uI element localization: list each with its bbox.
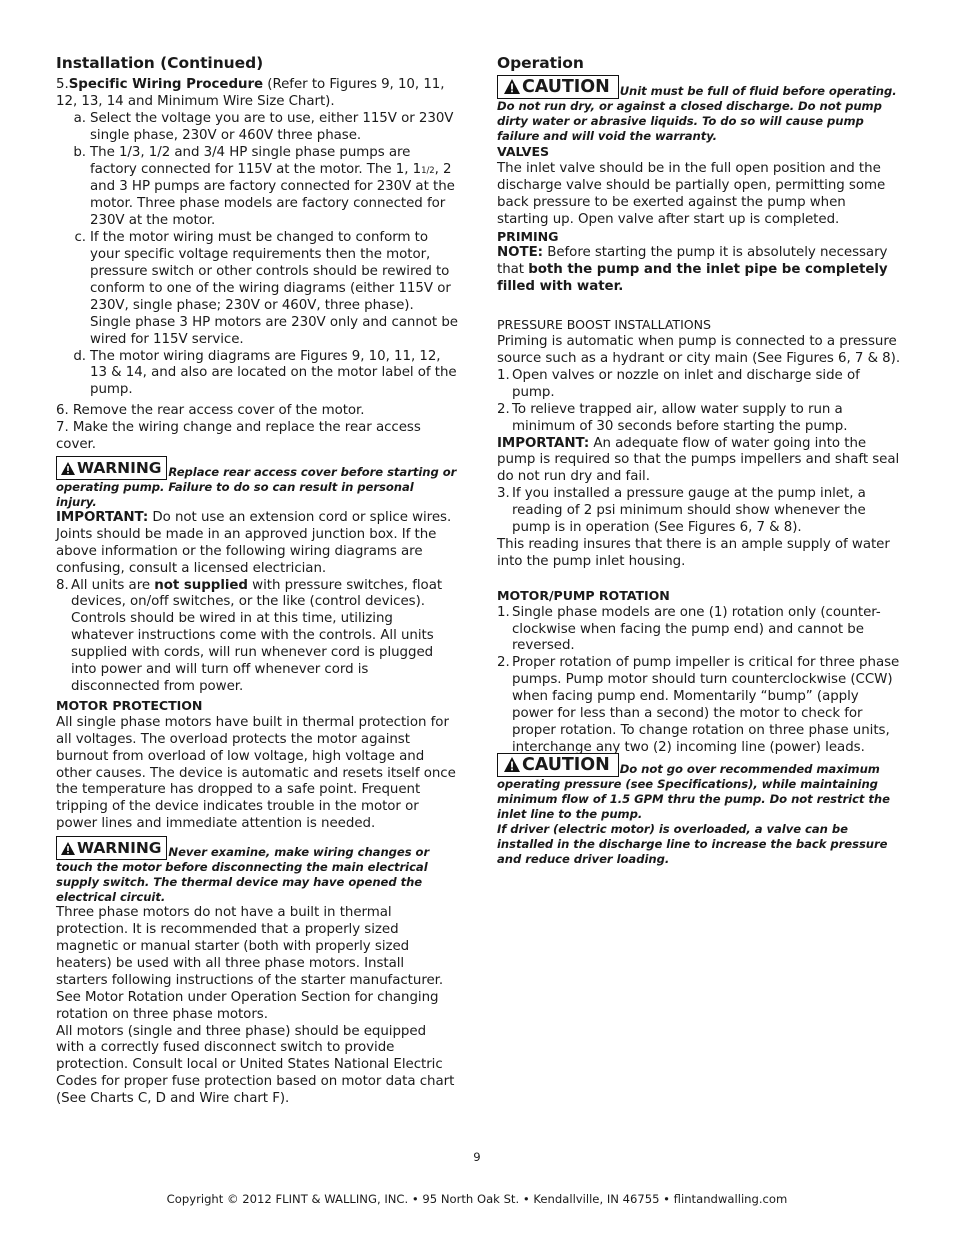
list-item: b. The 1/3, 1/2 and 3/4 HP single phase pumps are factory connected for 115V at the motor. The 1, 11/2, 2 and 3 HP pumps are factory connected for 230V at the motor. Three phase models are factory connected for 230V at the motor. [73,144,455,229]
copyright-line: Copyright © 2012 FLINT & WALLING, INC. • 95 North Oak St. • Kendallville, IN 46755 • flintandwalling.com [166,1192,788,1206]
motor-protection-heading: MOTOR PROTECTION [56,697,203,713]
warning-notice-2: WARNING Never examine, make wiring changes or touch the motor before disconnecting the main electrical supply switch. The thermal device may have opened the electrical circuit. [56,836,458,905]
spacer [497,296,901,317]
warning-triangle-icon [504,79,520,94]
three-phase-text: Three phase motors do not have a built in thermal protection. It is recommended that a properly sized magnetic or manual starter (both with properly sized heaters) be used with all three phase motors. Install starters following instructions of the starter manufacturer. See Motor Rotation under Operation Section for changing rotation on three phase motors. [56,905,444,1022]
caution-notice-2: CAUTION Do not go over recommended maximum operating pressure (see Specifications), while maintaining minimum flow of 1.5 GPM thru the pump. Do not restrict the inlet line to the pump. If driver (electric motor) is overloaded, a valve can be installed in the discharge line to increase the back pressure and reduce driver loading. [497,753,901,867]
priming-note: NOTE: Before starting the pump it is absolutely necessary that both the pump and the inlet pipe be completely filled with water. [497,245,888,295]
step-6: 6. Remove the rear access cover of the motor. [56,403,365,419]
list-item: 1. Open valves or nozzle on inlet and discharge side of pump. [497,367,860,400]
motor-protection-text: All single phase motors have built in thermal protection for all voltages. The overload protects the motor against burnout from overload of low voltage, high voltage and other causes. The device is automatic and resets itself once the temperature has dropped to a safe point. Frequent tripping of the device indicates trouble in the motor or power lines and immediate attention is needed. [56,714,456,832]
priming-heading: PRIMING [497,228,559,244]
pressure-boost-intro: Priming is automatic when pump is connected to a pressure source such as a hydrant or city main (See Figures 6, 7 & 8). [497,334,901,366]
list-item: a. Select the voltage you are to use, either 115V or 230V single phase, 230V or 460V three phase. [73,110,454,143]
list-item: d. The motor wiring diagrams are Figures 9, 10, 11, 12, 13 & 14, and also are located on the motor label of the pump. [73,348,457,398]
fraction: 1/2 [421,165,435,176]
list-item: 2. Proper rotation of pump impeller is critical for three phase pumps. Pump motor should turn counterclockwise (CCW) when facing pump end. Momentarily “bump” (apply power for less than a second) the motor to check for proper rotation. To change rotation on three phase units, interchange any two (2) incoming line (power) leads. [497,655,900,755]
warning-notice-1: WARNING Replace rear access cover before starting or operating pump. Failure to do so can result in personal injury. [56,456,458,510]
pressure-boost-heading: PRESSURE BOOST INSTALLATIONS [497,317,711,333]
valves-heading: VALVES [497,144,550,159]
warning-sign: WARNING [56,456,167,480]
step-8: 8. All units are not supplied with pressure switches, float devices, on/off switches, or the like (control devices). Controls should be wired in at this time, utilizing whatever instructions come with the controls. All units supplied with cords, will run whenever cord is plugged into power and will turn off whenever cord is disconnected from power. [56,577,443,694]
step-7: 7. Make the wiring change and replace the rear access cover. [56,420,421,453]
all-motors-text: All motors (single and three phase) should be equipped with a correctly fused disconnect switch to provide protection. Consult local or United States National Electric Codes for proper fuse protection based on motor data chart (See Charts C, D and Wire chart F). [56,1023,455,1107]
rotation-heading: MOTOR/PUMP ROTATION [497,587,670,603]
list-item: 3. If you installed a pressure gauge at the pump inlet, a reading of 2 psi minimum should show whenever the pump is in operation (See Figures 6, 7 & 8). [497,486,866,536]
warning-triangle-icon [61,842,75,855]
caution-sign: CAUTION [497,753,619,777]
warning-sign: WARNING [56,836,167,860]
warning-triangle-icon [61,462,75,475]
section-heading-operation: Operation [497,54,584,72]
warning-triangle-icon [504,757,520,772]
list-item: 2. To relieve trapped air, allow water supply to run a minimum of 30 seconds before starting the pump. [497,401,848,434]
list-item: c. If the motor wiring must be changed to conform to your specific voltage requirements then the motor, pressure switch or other controls should be rewired to conform to one of the wiring diagrams (either 115V or 230V, single phase; 230V or 460V, three phase). Single phase 3 HP motors are 230V only and cannot be wired for 115V service. [74,230,458,347]
valves-text: The inlet valve should be in the full open position and the discharge valve should be partially open, permitting some back pressure to be exerted against the pump when starting up. Open valve after start up is completed. [497,160,886,227]
list-item: 1. Single phase models are one (1) rotation only (counter-clockwise when facing the pump end) and cannot be reversed. [497,604,881,654]
caution-sign: CAUTION [497,75,619,99]
right-column [497,52,901,867]
spacer [497,571,901,588]
left-column [56,52,458,1108]
step-5-items [56,111,458,399]
page-number: 9 [473,1150,481,1164]
pressure-boost-outro: This reading insures that there is an ample supply of water into the pump inlet housing. [497,536,890,569]
section-heading-installation: Installation (Continued) [56,54,264,72]
caution-note: If driver (electric motor) is overloaded, a valve can be installed in the discharge line to increase the back pressure and reduce driver loading. [497,821,888,866]
step-5: 5.Specific Wiring Procedure (Refer to Figures 9, 10, 11, 12, 13, 14 and Minimum Wire Size Chart). [56,77,445,109]
caution-notice-1: CAUTION Unit must be full of fluid before operating. Do not run dry, or against a closed discharge. Do not pump dirty water or abrasive liquids. To do so will cause pump failure and will void the warranty. [497,77,897,143]
pressure-boost-important: IMPORTANT: An adequate flow of water going into the pump is required so that the pumps impellers and shaft seal do not run dry and fail. [497,435,900,485]
important-note: IMPORTANT: Do not use an extension cord or splice wires. Joints should be made in an approved junction box. If the above information or the following wiring diagrams are confusing, consult a licensed electrician. [56,509,452,576]
